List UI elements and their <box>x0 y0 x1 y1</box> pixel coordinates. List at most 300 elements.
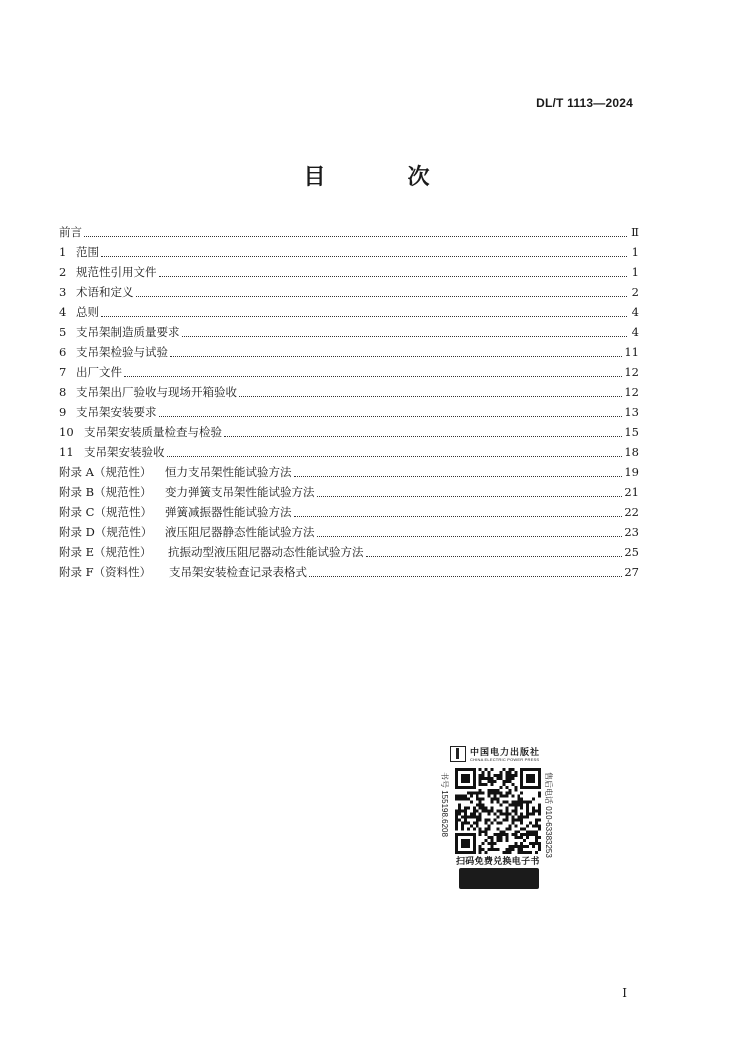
qr-module <box>476 815 479 818</box>
qr-module <box>538 842 541 845</box>
toc-entry-title: 支吊架安装要求 <box>76 405 157 419</box>
toc-annex-designation: 附录 B（规范性） <box>59 485 152 499</box>
qr-module <box>523 815 526 818</box>
qr-module <box>526 836 529 839</box>
qr-module <box>505 786 508 789</box>
qr-module <box>461 777 464 780</box>
qr-module <box>479 777 482 780</box>
qr-module <box>511 818 514 821</box>
qr-module <box>455 815 458 818</box>
qr-module <box>455 848 458 851</box>
qr-module <box>517 801 520 804</box>
qr-code-icon[interactable] <box>455 768 541 854</box>
qr-module <box>538 812 541 815</box>
qr-module <box>455 774 458 777</box>
qr-module <box>491 842 494 845</box>
toc-entry-title: 支吊架安装质量检查与检验 <box>84 425 222 439</box>
qr-module <box>467 845 470 848</box>
qr-module <box>455 780 458 783</box>
toc-leader-dots <box>366 556 623 557</box>
qr-module <box>511 768 514 771</box>
qr-module <box>532 810 535 813</box>
qr-module <box>488 836 491 839</box>
qr-module <box>464 777 467 780</box>
qr-module <box>517 836 520 839</box>
qr-module <box>538 786 541 789</box>
toc-leader-dots <box>294 516 623 517</box>
qr-module <box>529 842 532 845</box>
qr-module <box>455 795 458 798</box>
qr-module <box>520 774 523 777</box>
qr-module <box>508 848 511 851</box>
qr-module <box>526 824 529 827</box>
qr-module <box>485 768 488 771</box>
qr-module <box>508 792 511 795</box>
qr-module <box>505 833 508 836</box>
qr-module <box>479 845 482 848</box>
toc-entry-title: 液压阻尼器静态性能试验方法 <box>165 525 315 539</box>
qr-module <box>458 786 461 789</box>
qr-module <box>455 783 458 786</box>
qr-module <box>488 818 491 821</box>
qr-module <box>473 807 476 810</box>
qr-module <box>488 789 491 792</box>
qr-module <box>491 801 494 804</box>
qr-module <box>470 768 473 771</box>
qr-module <box>505 815 508 818</box>
qr-module <box>455 768 458 771</box>
qr-module <box>458 768 461 771</box>
qr-module <box>497 789 500 792</box>
qr-module <box>488 792 491 795</box>
qr-module <box>464 842 467 845</box>
qr-module <box>532 845 535 848</box>
book-number: 书号 155198.6208 <box>440 772 449 837</box>
qr-module <box>497 839 500 842</box>
qr-module <box>520 768 523 771</box>
qr-module <box>473 774 476 777</box>
qr-module <box>476 810 479 813</box>
qr-module <box>461 833 464 836</box>
qr-module <box>488 812 491 815</box>
qr-module <box>517 848 520 851</box>
qr-module <box>520 842 523 845</box>
qr-module <box>482 842 485 845</box>
toc-leader-dots <box>124 376 622 377</box>
qr-module <box>473 792 476 795</box>
qr-module <box>476 821 479 824</box>
toc-entry-number: 8 <box>59 385 67 399</box>
qr-module <box>488 848 491 851</box>
qr-module <box>532 824 535 827</box>
qr-module <box>479 798 482 801</box>
qr-module <box>511 815 514 818</box>
qr-module <box>508 789 511 792</box>
qr-module <box>497 836 500 839</box>
toc-page-number: Ⅱ <box>631 225 639 239</box>
qr-module <box>499 812 502 815</box>
toc-entry[interactable] <box>59 522 639 542</box>
qr-module <box>502 783 505 786</box>
qr-module <box>508 827 511 830</box>
qr-module <box>502 795 505 798</box>
qr-module <box>502 780 505 783</box>
qr-module <box>514 774 517 777</box>
qr-module <box>505 836 508 839</box>
qr-module <box>482 798 485 801</box>
qr-module <box>491 789 494 792</box>
qr-module <box>494 833 497 836</box>
qr-module <box>485 827 488 830</box>
qr-module <box>497 827 500 830</box>
toc-entry[interactable] <box>59 342 639 362</box>
toc-entry[interactable] <box>59 562 639 582</box>
qr-module <box>538 845 541 848</box>
qr-module <box>529 830 532 833</box>
qr-module <box>461 839 464 842</box>
qr-module <box>491 780 494 783</box>
qr-module <box>529 780 532 783</box>
qr-module <box>508 804 511 807</box>
qr-module <box>532 786 535 789</box>
qr-module <box>523 827 526 830</box>
toc-page-number: 19 <box>624 465 639 479</box>
qr-module <box>505 777 508 780</box>
qr-module <box>529 777 532 780</box>
qr-module <box>505 807 508 810</box>
qr-module <box>511 795 514 798</box>
qr-module <box>538 836 541 839</box>
qr-card[interactable] <box>440 744 553 890</box>
toc-entry[interactable] <box>59 222 639 242</box>
qr-module <box>505 801 508 804</box>
qr-module <box>535 821 538 824</box>
qr-module <box>499 771 502 774</box>
qr-module <box>485 777 488 780</box>
qr-module <box>470 792 473 795</box>
qr-module <box>511 783 514 786</box>
qr-module <box>514 845 517 848</box>
qr-module <box>517 804 520 807</box>
qr-module <box>461 824 464 827</box>
qr-module <box>514 830 517 833</box>
toc-leader-dots <box>101 256 627 257</box>
qr-module <box>458 795 461 798</box>
qr-module <box>497 833 500 836</box>
qr-module <box>461 798 464 801</box>
qr-module <box>529 768 532 771</box>
qr-module <box>532 777 535 780</box>
qr-module <box>491 845 494 848</box>
qr-module <box>494 774 497 777</box>
qr-module <box>461 821 464 824</box>
qr-module <box>532 812 535 815</box>
qr-module <box>511 833 514 836</box>
service-phone: 售后电话 010-63383253 <box>544 772 553 858</box>
qr-module <box>482 804 485 807</box>
toc-entry[interactable] <box>59 502 639 522</box>
qr-module <box>523 786 526 789</box>
qr-module <box>494 812 497 815</box>
qr-module <box>491 836 494 839</box>
qr-module <box>491 792 494 795</box>
qr-module <box>470 786 473 789</box>
qr-module <box>473 777 476 780</box>
qr-module <box>479 792 482 795</box>
qr-module <box>467 786 470 789</box>
qr-module <box>526 774 529 777</box>
toc-entry[interactable] <box>59 382 639 402</box>
toc-entry-label <box>59 282 134 302</box>
qr-module <box>473 845 476 848</box>
qr-module <box>526 777 529 780</box>
qr-module <box>488 842 491 845</box>
qr-module <box>520 848 523 851</box>
qr-module <box>535 810 538 813</box>
publisher-logo-block <box>450 744 550 768</box>
qr-module <box>464 807 467 810</box>
qr-module <box>505 818 508 821</box>
toc-entry-label <box>59 482 315 502</box>
qr-module <box>511 801 514 804</box>
qr-module <box>523 768 526 771</box>
qr-module <box>488 795 491 798</box>
toc-entry[interactable] <box>59 442 639 462</box>
toc-annex-designation: 附录 A（规范性） <box>59 465 152 479</box>
qr-module <box>511 777 514 780</box>
qr-module <box>497 810 500 813</box>
qr-module <box>458 810 461 813</box>
qr-module <box>517 815 520 818</box>
qr-module <box>482 810 485 813</box>
qr-module <box>476 804 479 807</box>
toc-leader-dots <box>239 396 622 397</box>
toc-page-number: 22 <box>624 505 639 519</box>
qr-module <box>473 768 476 771</box>
qr-module <box>520 833 523 836</box>
qr-module <box>458 833 461 836</box>
qr-module <box>464 780 467 783</box>
qr-module <box>520 786 523 789</box>
toc-entry[interactable] <box>59 482 639 502</box>
page-number: I <box>622 986 627 1000</box>
qr-module <box>502 833 505 836</box>
qr-module <box>532 768 535 771</box>
qr-module <box>532 833 535 836</box>
toc-leader-dots <box>84 236 627 237</box>
qr-module <box>508 812 511 815</box>
qr-module <box>520 792 523 795</box>
toc-entry[interactable] <box>59 542 639 562</box>
toc-entry-label <box>59 502 292 522</box>
qr-module <box>520 845 523 848</box>
qr-module <box>485 821 488 824</box>
qr-module <box>464 815 467 818</box>
toc-entry[interactable] <box>59 322 639 342</box>
qr-module <box>494 842 497 845</box>
toc-entry-title: 规范性引用文件 <box>76 265 157 279</box>
qr-module <box>514 812 517 815</box>
qr-module <box>499 777 502 780</box>
qr-module <box>514 771 517 774</box>
qr-module <box>497 777 500 780</box>
qr-module <box>470 815 473 818</box>
toc-entry[interactable] <box>59 462 639 482</box>
qr-module <box>497 792 500 795</box>
qr-module <box>502 801 505 804</box>
qr-module <box>520 783 523 786</box>
qr-module <box>514 789 517 792</box>
toc-entry-label <box>59 402 157 422</box>
qr-module <box>479 774 482 777</box>
qr-module <box>508 768 511 771</box>
qr-module <box>473 783 476 786</box>
qr-module <box>517 845 520 848</box>
toc-entry-number: 10 <box>59 425 74 439</box>
qr-module <box>479 818 482 821</box>
toc-leader-dots <box>159 276 628 277</box>
qr-module <box>461 786 464 789</box>
qr-module <box>473 810 476 813</box>
qr-module <box>526 812 529 815</box>
qr-module <box>511 810 514 813</box>
qr-module <box>470 833 473 836</box>
qr-module <box>461 795 464 798</box>
qr-module <box>538 804 541 807</box>
qr-module <box>532 807 535 810</box>
qr-module <box>482 783 485 786</box>
qr-module <box>520 827 523 830</box>
qr-module <box>502 812 505 815</box>
qr-module <box>529 833 532 836</box>
toc-page-number: 11 <box>624 345 639 359</box>
toc-annex-designation: 附录 C（规范性） <box>59 505 152 519</box>
qr-module <box>455 798 458 801</box>
toc-page-number: 27 <box>624 565 639 579</box>
qr-module <box>485 830 488 833</box>
qr-module <box>473 786 476 789</box>
qr-module <box>464 833 467 836</box>
qr-module <box>499 830 502 833</box>
qr-module <box>467 807 470 810</box>
toc-entry[interactable] <box>59 402 639 422</box>
toc-entry[interactable] <box>59 242 639 262</box>
toc-page-number: 12 <box>624 365 639 379</box>
toc-entry-title: 支吊架安装检查记录表格式 <box>169 565 307 579</box>
qr-module <box>514 804 517 807</box>
qr-module <box>497 821 500 824</box>
toc-page-number: 4 <box>631 325 639 339</box>
qr-module <box>538 795 541 798</box>
qr-module <box>520 836 523 839</box>
qr-module <box>467 792 470 795</box>
qr-module <box>535 836 538 839</box>
qr-module <box>464 774 467 777</box>
toc-entry-label <box>59 382 237 402</box>
qr-module <box>494 818 497 821</box>
qr-module <box>455 827 458 830</box>
qr-module <box>470 801 473 804</box>
toc-annex-designation: 附录 F（资料性） <box>59 565 152 579</box>
toc-entry-label <box>59 222 82 242</box>
toc-entry-label <box>59 462 292 482</box>
toc-entry[interactable] <box>59 362 639 382</box>
qr-module <box>520 818 523 821</box>
qr-module <box>476 824 479 827</box>
qr-module <box>502 818 505 821</box>
qr-module <box>464 810 467 813</box>
qr-module <box>467 798 470 801</box>
qr-module <box>464 795 467 798</box>
qr-module <box>491 821 494 824</box>
qr-module <box>455 824 458 827</box>
qr-module <box>479 812 482 815</box>
qr-module <box>464 798 467 801</box>
toc-entry-label <box>59 262 157 282</box>
toc-entry-title: 范围 <box>76 245 99 259</box>
qr-module <box>482 777 485 780</box>
toc-leader-dots <box>167 456 623 457</box>
qr-module <box>538 848 541 851</box>
qr-module <box>523 801 526 804</box>
qr-module <box>473 815 476 818</box>
qr-module <box>514 842 517 845</box>
qr-module <box>499 786 502 789</box>
qr-module <box>511 774 514 777</box>
qr-module <box>458 818 461 821</box>
toc-entry-number: 5 <box>59 325 67 339</box>
toc-entry-number: 2 <box>59 265 67 279</box>
qr-module <box>538 777 541 780</box>
qr-module <box>538 827 541 830</box>
qr-module <box>464 839 467 842</box>
qr-module <box>494 848 497 851</box>
qr-module <box>511 821 514 824</box>
qr-module <box>467 833 470 836</box>
qr-module <box>491 848 494 851</box>
qr-module <box>526 786 529 789</box>
qr-module <box>473 848 476 851</box>
toc-entry-number: 4 <box>59 305 67 319</box>
toc-entry[interactable] <box>59 302 639 322</box>
qr-module <box>467 815 470 818</box>
qr-module <box>488 771 491 774</box>
toc-entry-label <box>59 542 364 562</box>
qr-module <box>473 821 476 824</box>
toc-entry[interactable] <box>59 422 639 442</box>
toc-page-number: 1 <box>631 265 639 279</box>
qr-module <box>532 798 535 801</box>
qr-module <box>508 824 511 827</box>
qr-module <box>467 842 470 845</box>
toc-entry[interactable] <box>59 282 639 302</box>
toc-entry-label <box>59 362 122 382</box>
qr-module <box>538 824 541 827</box>
qr-module <box>538 771 541 774</box>
qr-module <box>464 768 467 771</box>
qr-module <box>523 839 526 842</box>
toc-leader-dots <box>170 356 622 357</box>
qr-module <box>523 833 526 836</box>
qr-module <box>505 771 508 774</box>
qr-module <box>538 768 541 771</box>
qr-module <box>514 807 517 810</box>
toc-entry-label <box>59 322 180 342</box>
toc-entry[interactable] <box>59 262 639 282</box>
toc-entry-title: 弹簧减振器性能试验方法 <box>165 505 292 519</box>
qr-module <box>499 804 502 807</box>
qr-module <box>470 824 473 827</box>
